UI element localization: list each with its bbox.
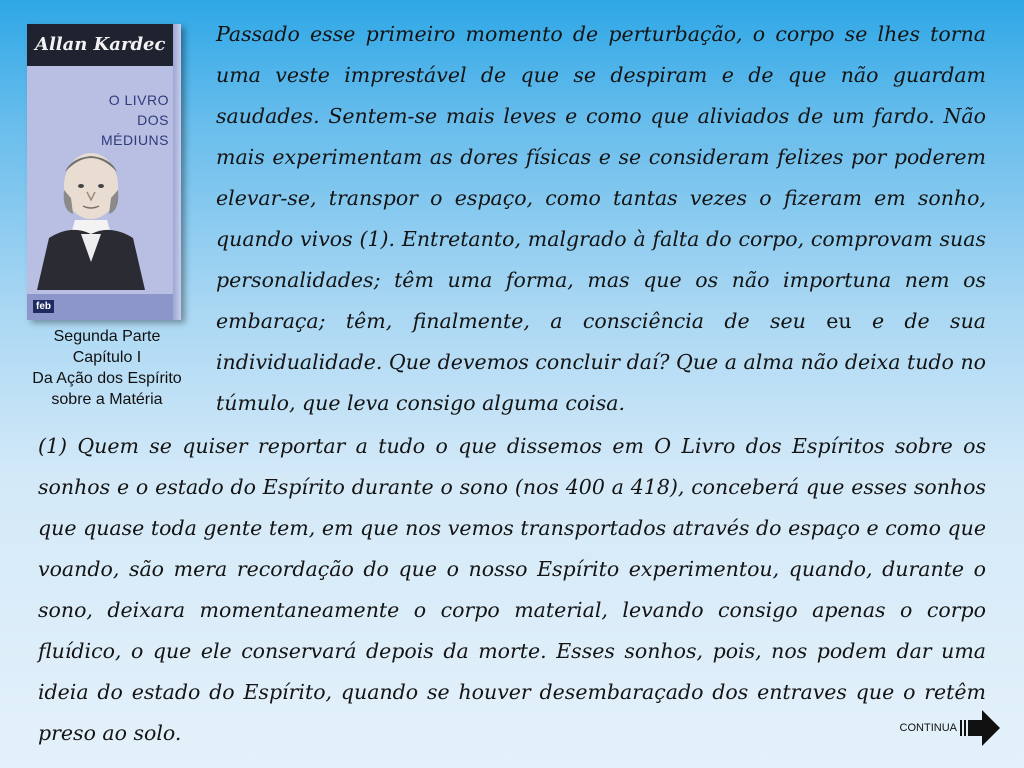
book-cover-image [27, 24, 181, 320]
caption-line: Da Ação dos Espírito [32, 370, 182, 387]
book-cover-footer [27, 294, 181, 320]
caption-line: sobre a Matéria [51, 391, 163, 408]
footnote-paragraph: (1) Quem se quiser reportar a tudo o que dissemos em O Livro dos Espíritos sobre os sonhos e o estado do Espírito durante o sono (nos 400 a 418), conceberá que esses sonhos que quase toda gente tem, em que nos vemos transportados através do espaço e como que voando, são mera recordação do que o nosso Espírito experimentou, quando, durante o sono, deixara momentaneamente o corpo material, levando consigo apenas o corpo fluídico, o que ele conservará depois da morte. Esses sonhos, pois, nos podem dar uma ideia do estado do Espírito, quando se houver desembaraçado dos entraves que o retêm preso ao solo. [38, 434, 986, 745]
book-title-line: MÉDIUNS [100, 132, 169, 148]
caption-line: Capítulo I [72, 349, 142, 366]
arrow-right-icon [960, 708, 1002, 748]
book-title-line: O LIVRO [108, 92, 169, 108]
continue-label: CONTINUA [899, 722, 957, 734]
main-paragraph-text-end: e de sua individualidade. Que devemos concluir daí? Que a alma não deixa tudo no túmulo, que leva consigo alguma coisa. [216, 309, 986, 415]
continue-button[interactable] [900, 708, 1002, 748]
chapter-caption [12, 326, 202, 410]
book-cover-header [27, 24, 181, 66]
main-paragraph-text-start: Passado esse primeiro momento de perturbação, o corpo se lhes torna uma veste imprestável de que se despiram e de que não guardam saudades. Sentem-se mais leves e como que aliviados de um fardo. Não mais experimentam as dores físicas e se consideram felizes por poderem elevar-se, transpor o espaço, como tantas vezes o fizeram em sonho, quando vivos (1). Entretanto, malgrado à falta do corpo, comprovam suas personalidades; têm uma forma, mas que os não importuna nem os embaraça; têm, finalmente, a consciência de seu [216, 22, 986, 333]
book-title-line: DOS [137, 112, 169, 128]
emphasized-word: eu [826, 309, 852, 333]
author-portrait [31, 142, 149, 290]
caption-line: Segunda Parte [53, 328, 161, 345]
book-title [49, 90, 169, 150]
publisher-logo: feb [33, 300, 54, 313]
book-author: Allan Kardec [35, 34, 166, 55]
book-spine [173, 24, 181, 320]
main-paragraph [216, 14, 986, 424]
